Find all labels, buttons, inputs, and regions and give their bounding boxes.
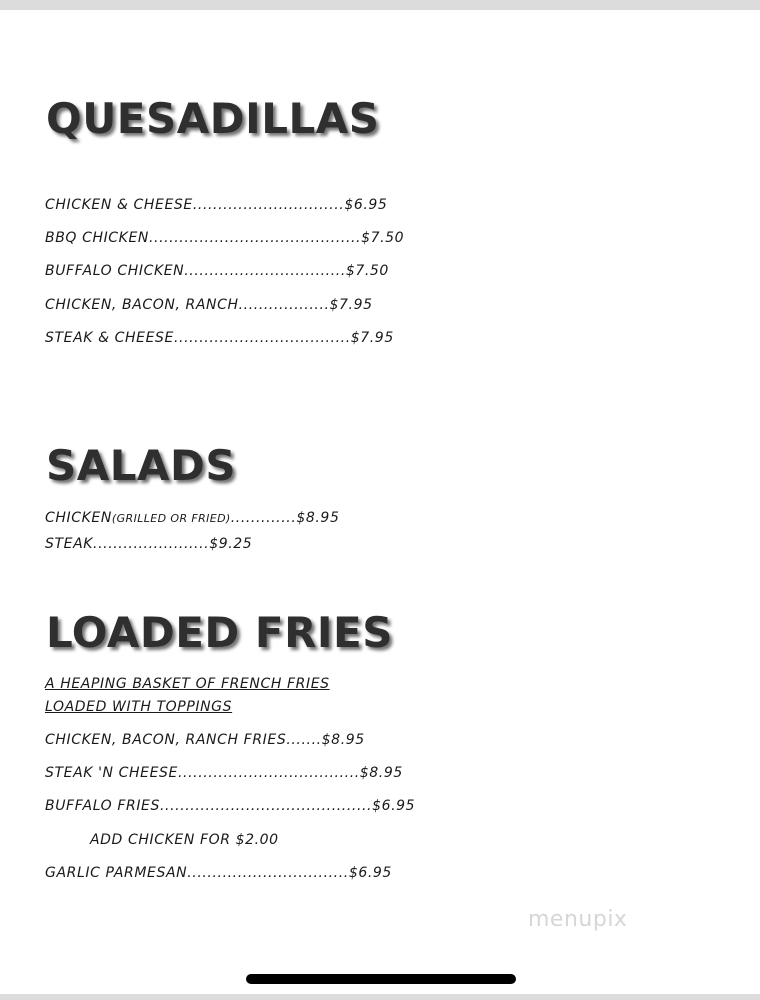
quesadillas-heading: QUESADILLAS xyxy=(46,94,380,143)
menu-item: BUFFALO FRIES..........................................$6.95 xyxy=(45,798,416,814)
menu-item: BUFFALO CHICKEN................................$7.50 xyxy=(45,263,389,279)
section-description: LOADED WITH TOPPINGS xyxy=(45,699,233,715)
menu-item: BBQ CHICKEN..........................................$7.50 xyxy=(45,230,405,246)
home-indicator[interactable] xyxy=(246,974,516,984)
watermark: menupix xyxy=(528,907,628,932)
item-name: CHICKEN xyxy=(45,510,112,526)
menu-item: CHICKEN, BACON, RANCH FRIES.......$8.95 xyxy=(45,732,365,748)
menu-item xyxy=(45,511,339,525)
menu-item: CHICKEN & CHEESE..............................$6.95 xyxy=(45,197,388,213)
item-price: .............$8.95 xyxy=(230,510,340,526)
menu-item: STEAK 'N CHEESE....................................$8.95 xyxy=(45,765,403,781)
item-note: (GRILLED OR FRIED) xyxy=(111,512,231,525)
menu-item: CHICKEN, BACON, RANCH..................$7.95 xyxy=(45,297,373,313)
item-price: .......................$9.25 xyxy=(93,536,253,552)
menu-page xyxy=(0,10,760,994)
menu-item: STEAK & CHEESE...................................$7.95 xyxy=(45,330,394,346)
menu-item xyxy=(45,537,252,551)
loaded-fries-heading: LOADED FRIES xyxy=(46,608,393,657)
menu-item: GARLIC PARMESAN................................$6.95 xyxy=(45,865,392,881)
salads-heading: SALADS xyxy=(46,441,237,490)
item-name: STEAK xyxy=(45,536,94,552)
section-description: A HEAPING BASKET OF FRENCH FRIES xyxy=(45,676,330,692)
add-on-note: ADD CHICKEN FOR $2.00 xyxy=(90,832,279,848)
